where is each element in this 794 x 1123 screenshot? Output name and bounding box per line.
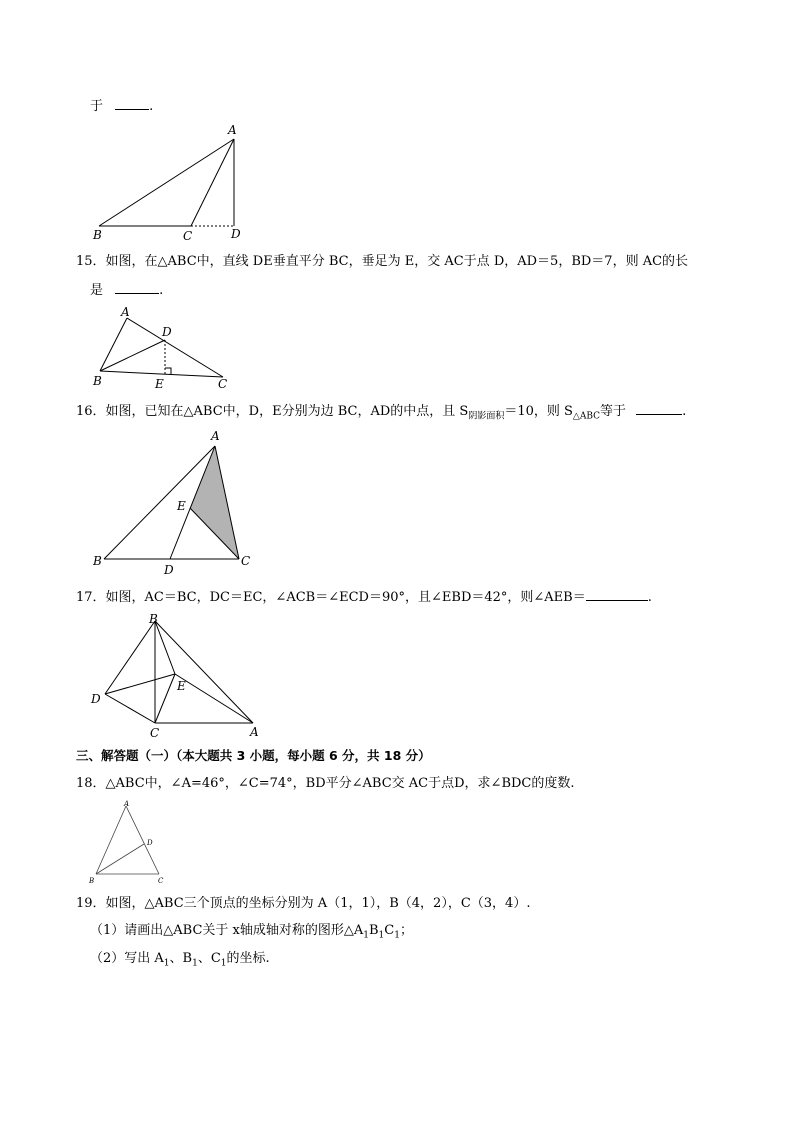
q16-line: [76, 402, 686, 426]
q17-text: 如图，AC＝BC，DC＝EC，∠ACB＝∠ECD＝90°，且∠EBD＝42°，则∠AEB＝: [105, 590, 586, 605]
q19-part1-text-d: ；: [399, 923, 413, 938]
fig15-label-d: D: [162, 325, 172, 339]
q17-line: [76, 588, 652, 607]
q17-answer-blank[interactable]: [586, 588, 648, 601]
q15-line2-prefix: 是: [90, 283, 104, 298]
q19-part1-text-b: B: [368, 923, 379, 938]
q16-answer-blank[interactable]: [636, 402, 682, 415]
q15-text: 如图，在△ABC中，直线 DE垂直平分 BC，垂足为 E，交 AC于点 D，AD＝5，BD＝7，则 AC的长: [105, 254, 689, 269]
q14-tail: [90, 97, 153, 116]
fig17-label-e: E: [177, 679, 186, 693]
q19-part1-text-a: （1）请画出△ABC关于 x轴成轴对称的图形△A: [90, 923, 364, 938]
q19-part2-text-c: 、C: [197, 951, 221, 966]
figure-q16: [90, 428, 260, 578]
q15-answer-blank[interactable]: [115, 281, 159, 294]
fig15-label-b: B: [93, 374, 102, 388]
q19-sub-b1: 1: [378, 930, 385, 941]
q14-tail-text: 于: [90, 99, 104, 114]
q17-number: 17．: [76, 590, 106, 605]
fig16-label-e: E: [177, 499, 186, 513]
q16-sub-abc: △ABC: [572, 411, 601, 422]
q15-number: 15．: [76, 254, 106, 269]
fig18-label-c: C: [158, 877, 164, 885]
q14-answer-blank[interactable]: [115, 97, 149, 110]
fig17-label-d: D: [91, 692, 101, 706]
fig14-label-a: A: [228, 123, 237, 137]
fig15-label-c: C: [218, 377, 228, 391]
fig18-label-a: A: [124, 800, 130, 808]
fig16-label-b: B: [93, 554, 102, 568]
figure-q18: [86, 800, 176, 890]
q19-part2-text-a: （2）写出 A: [90, 951, 164, 966]
q19-sub-a1: 1: [363, 930, 369, 941]
q19-sub2-a1: 1: [163, 958, 170, 969]
fig17-label-a: A: [250, 725, 259, 739]
q15-line2: [90, 281, 163, 300]
fig18-label-d: D: [147, 839, 153, 847]
figure-q15: [90, 305, 240, 395]
q15-line1: [76, 253, 688, 271]
fig16-label-d: D: [164, 563, 174, 577]
fig16-label-c: C: [241, 554, 251, 568]
q16-text-a: 如图，已知在△ABC中，D，E分别为边 BC，AD的中点，且 S: [105, 404, 469, 419]
q19-part2-text-d: 的坐标.: [226, 951, 270, 966]
q16-sub-shadow: 阴影面积: [468, 411, 505, 422]
q19-part2: [90, 950, 270, 973]
q17-period: .: [647, 590, 652, 605]
fig15-label-a: A: [121, 305, 130, 319]
q19-line: [76, 895, 530, 913]
fig18-label-b: B: [89, 877, 95, 885]
q19-part1: [90, 922, 413, 945]
section-3-heading: 三、解答题（一）（本大题共 3 小题，每小题 6 分，共 18 分）: [76, 748, 431, 763]
fig14-label-b: B: [93, 228, 102, 242]
q19-part2-text-b: 、B: [169, 951, 193, 966]
q19-number: 19．: [76, 896, 106, 911]
q18-text: △ABC中，∠A=46°，∠C=74°，BD平分∠ABC交 AC于点D，求∠BDC的度数.: [105, 776, 575, 791]
fig17-label-c: C: [150, 726, 160, 740]
q14-period: .: [149, 99, 154, 114]
fig14-label-d: D: [231, 227, 241, 241]
q16-number: 16．: [76, 404, 106, 419]
q16-text-b: ＝10，则 S: [504, 404, 573, 419]
q16-text-c: 等于: [600, 404, 627, 419]
fig16-label-a: A: [211, 429, 220, 443]
figure-q17: [88, 612, 268, 742]
q18-number: 18．: [76, 776, 106, 791]
q19-text: 如图，△ABC三个顶点的坐标分别为 A（1，1），B（4，2），C（3，4）.: [105, 896, 531, 911]
fig15-label-e: E: [155, 377, 164, 391]
fig17-label-b: B: [149, 612, 158, 626]
q18-line: [76, 775, 575, 793]
fig14-label-c: C: [183, 229, 193, 243]
q16-period: .: [682, 404, 687, 419]
q15-period: .: [159, 283, 164, 298]
q19-sub2-c1: 1: [220, 958, 227, 969]
figure-q14: [90, 122, 250, 242]
q19-sub-c1: 1: [394, 930, 400, 941]
q19-part1-text-c: C: [384, 923, 395, 938]
q19-sub2-b1: 1: [192, 958, 198, 969]
